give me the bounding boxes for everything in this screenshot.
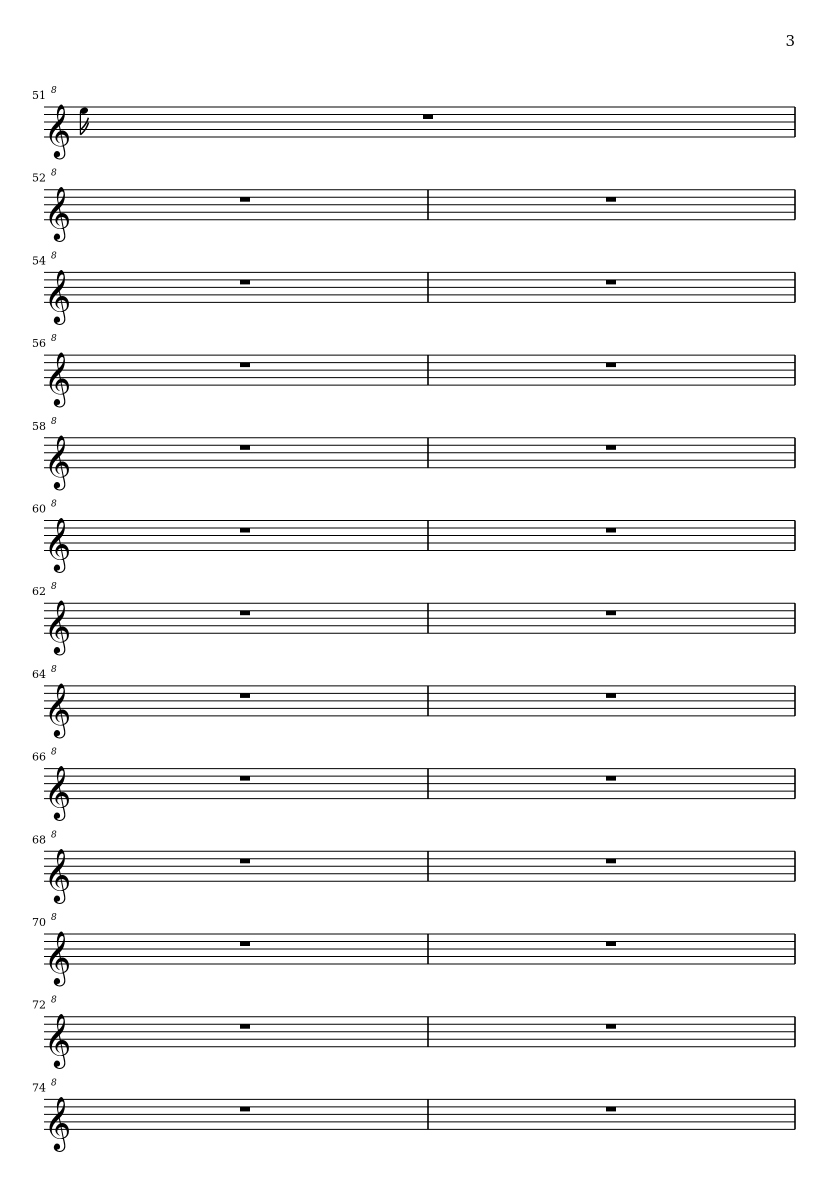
treble-clef-icon: 𝄞 xyxy=(44,764,72,819)
treble-clef-icon: 𝄞 xyxy=(44,930,72,984)
treble-clef-icon: 𝄞 xyxy=(44,847,72,902)
whole-rest xyxy=(606,942,616,947)
whole-rest xyxy=(240,1107,250,1112)
whole-rest xyxy=(606,776,616,781)
whole-rest xyxy=(240,280,250,285)
measure-number: 64 xyxy=(32,667,46,681)
clef-ottava-mark: 8 xyxy=(51,913,57,923)
staff-system xyxy=(32,500,795,573)
whole-rest xyxy=(606,693,616,698)
clef-ottava-mark: 8 xyxy=(51,334,57,345)
measure-number: 60 xyxy=(32,502,46,516)
staff-system xyxy=(32,251,795,324)
clef-ottava-mark: 8 xyxy=(51,416,57,427)
measure-number: 54 xyxy=(32,254,46,268)
whole-rest xyxy=(240,776,250,781)
staff-system xyxy=(32,830,795,903)
whole-rest xyxy=(606,445,616,450)
measure-number: 68 xyxy=(32,833,46,847)
treble-clef-icon: 𝄞 xyxy=(44,1012,72,1067)
staff-system xyxy=(32,169,795,242)
treble-clef-icon: 𝄞 xyxy=(44,185,72,240)
whole-rest xyxy=(240,1024,250,1029)
whole-rest xyxy=(606,197,616,202)
whole-rest xyxy=(606,1024,616,1029)
measure-number: 74 xyxy=(32,1081,46,1095)
whole-rest xyxy=(240,611,250,616)
treble-clef-icon: 𝄞 xyxy=(44,351,72,406)
treble-clef-icon: 𝄞 xyxy=(44,103,72,157)
clef-ottava-mark: 8 xyxy=(51,664,57,675)
staff-system xyxy=(32,86,795,159)
treble-clef-icon: 𝄞 xyxy=(44,433,72,488)
staff-system xyxy=(32,417,795,490)
staff-system xyxy=(32,913,795,986)
whole-rest xyxy=(240,528,250,533)
staff-system xyxy=(32,996,795,1069)
whole-rest xyxy=(606,280,616,285)
whole-rest xyxy=(423,115,433,120)
treble-clef-icon: 𝄞 xyxy=(44,599,72,654)
clef-ottava-mark: 8 xyxy=(51,1078,57,1089)
sixteenth-note-flag xyxy=(80,118,88,130)
whole-rest xyxy=(606,363,616,368)
clef-ottava-mark: 8 xyxy=(51,499,57,510)
treble-clef-icon: 𝄞 xyxy=(44,516,72,571)
clef-ottava-mark: 8 xyxy=(51,582,57,593)
clef-ottava-mark: 8 xyxy=(51,830,57,841)
measure-number: 62 xyxy=(32,585,46,599)
staff-system xyxy=(32,1078,795,1151)
staff-system xyxy=(32,582,795,655)
whole-rest xyxy=(240,197,250,202)
whole-rest xyxy=(240,445,250,450)
page-number: 3 xyxy=(785,32,795,50)
clef-ottava-mark: 8 xyxy=(51,168,57,179)
whole-rest xyxy=(240,363,250,368)
measure-number: 52 xyxy=(32,171,46,185)
measure-number: 58 xyxy=(32,419,46,433)
clef-ottava-mark: 8 xyxy=(51,995,57,1006)
measure-number: 56 xyxy=(32,337,46,351)
whole-rest xyxy=(240,942,250,947)
whole-rest xyxy=(240,859,250,864)
whole-rest xyxy=(606,859,616,864)
clef-ottava-mark: 8 xyxy=(51,86,57,96)
whole-rest xyxy=(606,611,616,616)
treble-clef-icon: 𝄞 xyxy=(44,1095,72,1150)
staff-system xyxy=(32,748,795,821)
measure-number: 70 xyxy=(32,916,46,929)
measure-number: 51 xyxy=(32,89,46,102)
treble-clef-icon: 𝄞 xyxy=(44,268,72,323)
treble-clef-icon: 𝄞 xyxy=(44,681,72,736)
measure-number: 66 xyxy=(32,750,46,764)
clef-ottava-mark: 8 xyxy=(51,251,57,262)
measure-number: 72 xyxy=(32,998,46,1012)
clef-ottava-mark: 8 xyxy=(51,747,57,758)
whole-rest xyxy=(240,693,250,698)
staff-system xyxy=(32,334,795,407)
staff-system xyxy=(32,665,795,738)
whole-rest xyxy=(606,1107,616,1112)
whole-rest xyxy=(606,528,616,533)
